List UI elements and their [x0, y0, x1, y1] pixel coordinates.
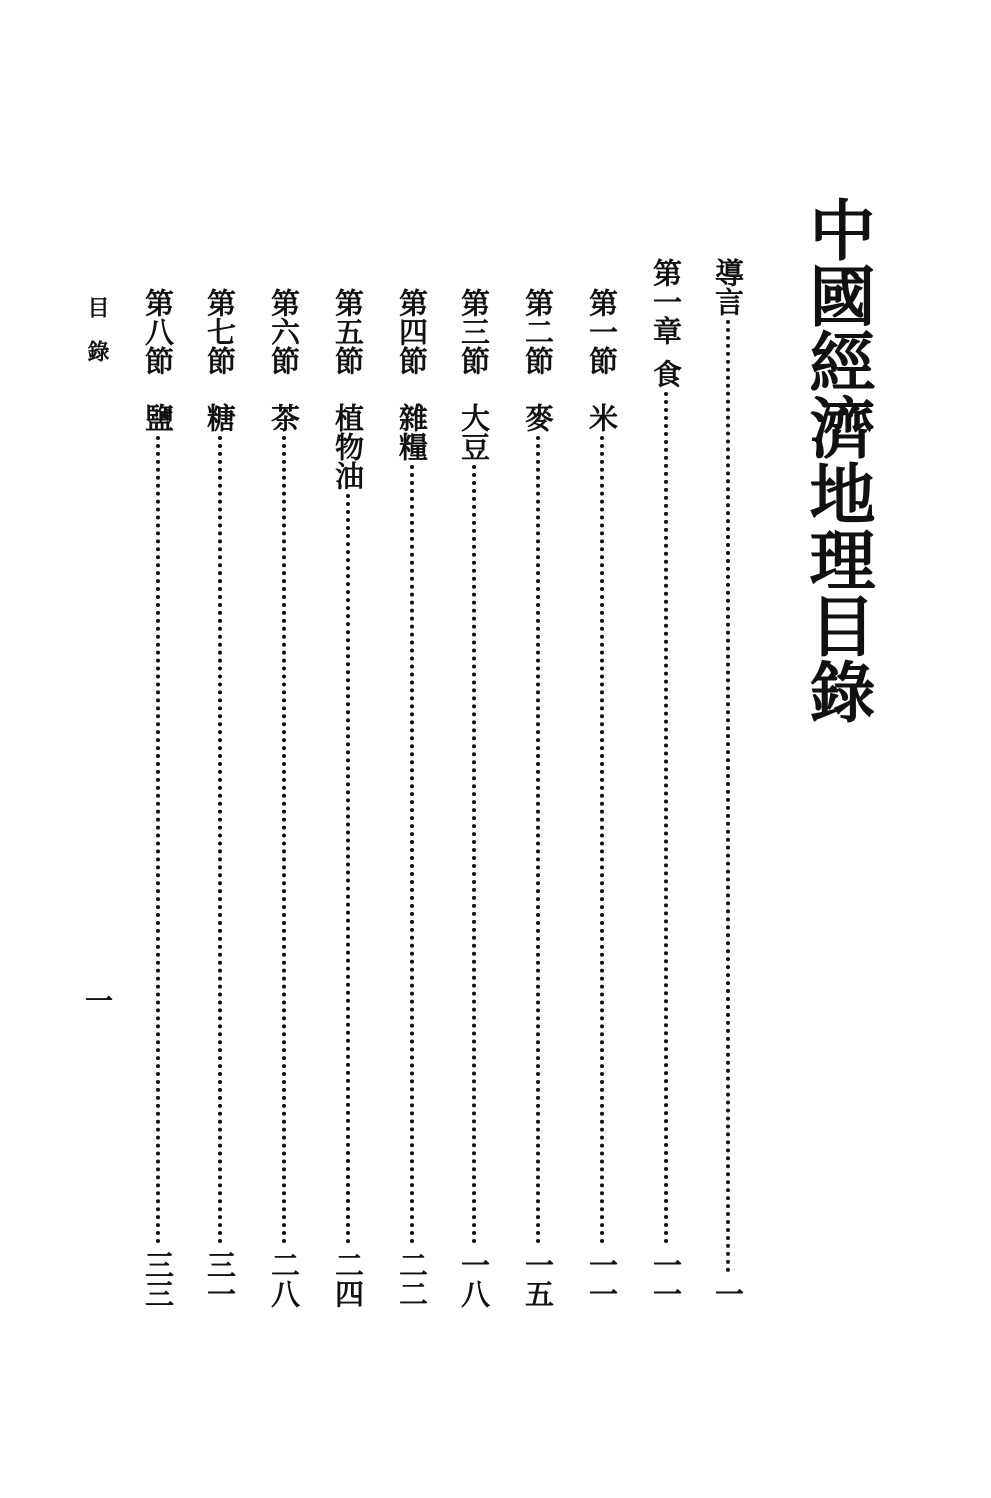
toc-entry-prefix: 第二節 [521, 288, 555, 375]
toc-entry-section-1 [582, 288, 622, 1308]
toc-entry-name: 茶 [267, 403, 301, 432]
page-title: 中國經濟地理目錄 [798, 196, 876, 724]
toc-page-number: 一五 [521, 1250, 555, 1308]
toc-entry-name: 糖 [203, 403, 237, 432]
toc-page-number: 二四 [331, 1250, 365, 1308]
dot-leader [282, 436, 286, 1244]
toc-page-number: 一 [711, 1279, 745, 1308]
toc-entry-section-8 [138, 288, 178, 1308]
dot-leader [346, 494, 350, 1244]
toc-entry-name: 麥 [521, 403, 555, 432]
toc-entry-name: 米 [585, 403, 619, 432]
toc-page-number: 二二 [395, 1250, 429, 1308]
dot-leader [726, 320, 730, 1273]
page-folio: 一 [81, 986, 114, 1014]
dot-leader [410, 465, 414, 1244]
dot-leader [218, 436, 222, 1244]
toc-page-number: 三三 [141, 1250, 175, 1308]
running-head: 目錄 [84, 296, 110, 384]
toc-page-number: 一一 [585, 1250, 619, 1308]
toc-entry-chapter-1 [646, 258, 686, 1308]
toc-entry-prefix: 第五節 [331, 288, 365, 375]
toc-page-number: 一一 [649, 1250, 683, 1308]
dot-leader [156, 436, 160, 1244]
toc-page-number: 三一 [203, 1250, 237, 1308]
dot-leader [472, 465, 476, 1244]
toc-entry-section-6 [264, 288, 304, 1308]
toc-entry-prefix: 第八節 [141, 288, 175, 375]
toc-entry-section-2 [518, 288, 558, 1308]
toc-entry-prefix: 第六節 [267, 288, 301, 375]
dot-leader [664, 392, 668, 1244]
toc-entry-prefix: 第七節 [203, 288, 237, 375]
toc-entry-name: 大豆 [457, 403, 491, 461]
toc-entry-name: 導言 [711, 258, 745, 316]
dot-leader [536, 436, 540, 1244]
toc-entry-section-7 [200, 288, 240, 1308]
toc-entry-prefix: 第一節 [585, 288, 619, 375]
dot-leader [600, 436, 604, 1244]
toc-entry-section-3 [454, 288, 494, 1308]
toc-entry-introduction [708, 258, 748, 1308]
toc-page-number: 二八 [267, 1250, 301, 1308]
toc-entry-prefix: 第一章 [649, 258, 683, 345]
toc-entry-name: 植物油 [331, 403, 365, 490]
toc-entry-prefix: 第四節 [395, 288, 429, 375]
toc-entry-section-5 [328, 288, 368, 1308]
toc-entry-name: 食 [649, 359, 683, 388]
toc-entry-name: 雜糧 [395, 403, 429, 461]
toc-entry-name: 鹽 [141, 403, 175, 432]
toc-entry-section-4 [392, 288, 432, 1308]
toc-page-number: 一八 [457, 1250, 491, 1308]
toc-entry-prefix: 第三節 [457, 288, 491, 375]
